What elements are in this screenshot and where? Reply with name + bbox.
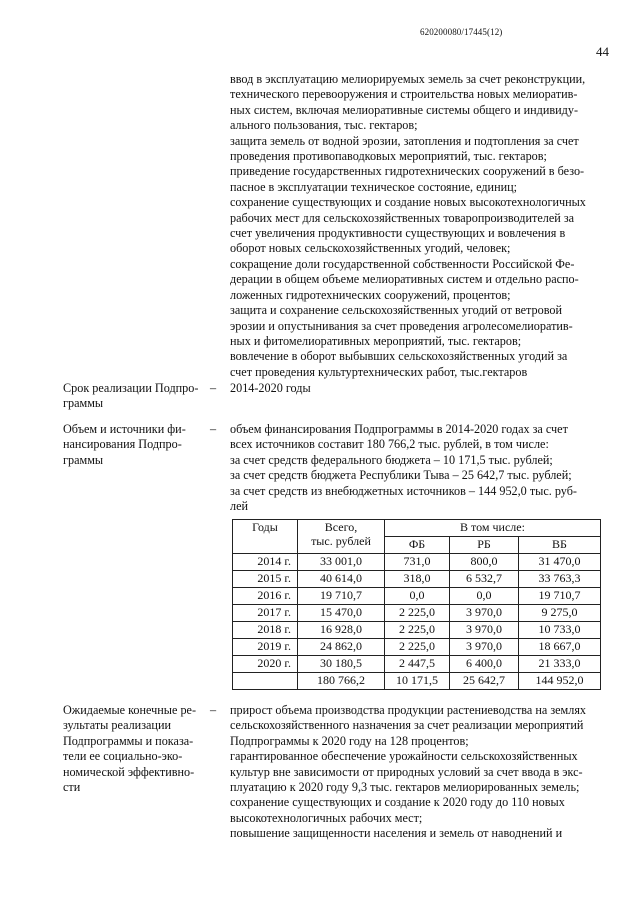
text-line: пасное в эксплуатации техническое состояние, единиц; [230, 179, 518, 194]
text-line: сохранение существующих и создание новых высокотехнологичных [230, 195, 586, 210]
indicators-list [230, 72, 608, 380]
cell-year: 2019 г. [233, 639, 298, 656]
text-line: эрозии и опустынивания за счет проведения агролесомелиоратив- [230, 318, 573, 333]
financing-table [232, 519, 601, 690]
text-line: рабочих мест для сельскохозяйственных товаропроизводителей за [230, 210, 575, 225]
cell-rb: 0,0 [450, 588, 519, 605]
text-line: прирост объема производства продукции растениеводства на землях [230, 703, 587, 717]
text-line: ных и фитомелиоративных мероприятий, тыс. гектаров; [230, 333, 522, 348]
cell-year: 2016 г. [233, 588, 298, 605]
cell-fb: 0,0 [385, 588, 450, 605]
cell-fb: 2 225,0 [385, 639, 450, 656]
label-line: номической эффективно- [63, 764, 195, 779]
cell-total: 15 470,0 [298, 605, 385, 622]
results-text [230, 703, 608, 842]
text-line: приведение государственных гидротехнических сооружений в безо- [230, 164, 585, 179]
header-total-line: Всего, [324, 520, 358, 534]
cell-rb: 6 532,7 [450, 571, 519, 588]
table-row [233, 639, 601, 656]
label-line: тели ее социально-эко- [63, 749, 183, 764]
cell-vb: 31 470,0 [519, 554, 601, 571]
cell-vb: 18 667,0 [519, 639, 601, 656]
text-line: ального пользования, тыс. гектаров; [230, 118, 418, 133]
cell-total: 16 928,0 [298, 622, 385, 639]
label-line: Ожидаемые конечные ре- [63, 703, 197, 717]
text-line: 2014-2020 годы [230, 381, 311, 395]
cell-total: 180 766,2 [298, 673, 385, 690]
cell-fb: 10 171,5 [385, 673, 450, 690]
header-rb: РБ [450, 537, 519, 554]
label-line: сти [63, 780, 81, 795]
text-line: всех источников составит 180 766,2 тыс. рублей, в том числе: [230, 437, 549, 452]
text-line: повышение защищенности населения и земель от наводнений и [230, 826, 563, 841]
text-line: лей [230, 499, 249, 514]
cell-fb: 2 225,0 [385, 622, 450, 639]
text-line: ных систем, включая мелиоративные системы общего и индивиду- [230, 102, 579, 117]
cell-year [233, 673, 298, 690]
text-line: сокращение доли государственной собственности Российской Фе- [230, 256, 575, 271]
label-line: нансирования Подпро- [63, 437, 182, 452]
cell-vb: 33 763,3 [519, 571, 601, 588]
cell-total: 33 001,0 [298, 554, 385, 571]
text-line: оборот новых сельскохозяйственных угодий, человек; [230, 241, 511, 256]
label-line: Подпрограммы и показа- [63, 733, 194, 748]
label-line: граммы [63, 396, 104, 411]
text-line: культур вне зависимости от природных условий за счет ввода в экс- [230, 764, 583, 779]
label-line: граммы [63, 452, 104, 467]
cell-rb: 800,0 [450, 554, 519, 571]
cell-year: 2018 г. [233, 622, 298, 639]
text-line: проведения противопаводковых мероприятий, тыс. гектаров; [230, 149, 547, 164]
text-line: технического перевооружения и строительства новых мелиоратив- [230, 87, 578, 102]
term-label [63, 381, 203, 412]
results-label [63, 703, 203, 795]
header-including: В том числе: [385, 520, 601, 537]
table-header-row [233, 520, 601, 537]
cell-year: 2020 г. [233, 656, 298, 673]
text-line: счет проведения культуртехнических работ, тыс.гектаров [230, 364, 528, 379]
text-line: за счет средств из внебюджетных источников – 144 952,0 тыс. руб- [230, 483, 577, 498]
text-line: вовлечение в оборот выбывших сельскохозяйственных угодий за [230, 349, 568, 364]
document-code: 620200080/17445(12) [420, 27, 503, 37]
text-line: дерации в общем объеме мелиоративных систем и отдельно распо- [230, 272, 579, 287]
text-line: защита земель от водной эрозии, затопления и подтопления за счет [230, 133, 579, 148]
cell-rb: 3 970,0 [450, 639, 519, 656]
funding-text [230, 422, 608, 514]
cell-total: 30 180,5 [298, 656, 385, 673]
cell-total: 40 614,0 [298, 571, 385, 588]
cell-total: 19 710,7 [298, 588, 385, 605]
text-line: гарантированное обеспечение урожайности сельскохозяйственных [230, 749, 578, 764]
table-row [233, 622, 601, 639]
cell-year: 2014 г. [233, 554, 298, 571]
text-line: ложенных гидротехнических сооружений, процентов; [230, 287, 511, 302]
cell-total: 24 862,0 [298, 639, 385, 656]
text-line: ввод в эксплуатацию мелиорируемых земель за счет реконструкции, [230, 72, 586, 86]
cell-rb: 6 400,0 [450, 656, 519, 673]
label-line: Срок реализации Подпро- [63, 381, 199, 395]
text-line: сохранение существующих и создание к 2020 году до 110 новых [230, 795, 565, 810]
table-row [233, 656, 601, 673]
text-line: плуатацию к 2020 году 9,3 тыс. гектаров мелиорированных земель; [230, 780, 580, 795]
cell-fb: 731,0 [385, 554, 450, 571]
header-years: Годы [233, 520, 298, 554]
table-row [233, 605, 601, 622]
cell-year: 2015 г. [233, 571, 298, 588]
text-line: счет увеличения продуктивности существующих и вовлечения в [230, 226, 566, 241]
text-line: за счет средств бюджета Республики Тыва – 25 642,7 тыс. рублей; [230, 468, 572, 483]
cell-vb: 21 333,0 [519, 656, 601, 673]
cell-rb: 3 970,0 [450, 605, 519, 622]
results-dash: – [210, 703, 217, 717]
table-row [233, 588, 601, 605]
cell-vb: 19 710,7 [519, 588, 601, 605]
cell-year: 2017 г. [233, 605, 298, 622]
header-total [298, 520, 385, 554]
cell-fb: 2 225,0 [385, 605, 450, 622]
cell-rb: 25 642,7 [450, 673, 519, 690]
page-number: 44 [596, 44, 609, 59]
cell-vb: 10 733,0 [519, 622, 601, 639]
cell-vb: 144 952,0 [519, 673, 601, 690]
text-line: Подпрограммы к 2020 году на 128 процентов; [230, 733, 469, 748]
table-total-row [233, 673, 601, 690]
text-line: объем финансирования Подпрограммы в 2014-2020 годах за счет [230, 422, 568, 436]
term-dash: – [210, 381, 217, 395]
label-line: Объем и источники фи- [63, 422, 186, 436]
label-line: зультаты реализации [63, 718, 171, 733]
text-line: высокотехнологичных рабочих мест; [230, 810, 423, 825]
header-fb: ФБ [385, 537, 450, 554]
table-row [233, 571, 601, 588]
text-line: за счет средств федерального бюджета – 10 171,5 тыс. рублей; [230, 452, 553, 467]
text-line: защита и сохранение сельскохозяйственных угодий от ветровой [230, 303, 563, 318]
cell-rb: 3 970,0 [450, 622, 519, 639]
funding-label [63, 422, 203, 468]
cell-fb: 2 447,5 [385, 656, 450, 673]
table-row [233, 554, 601, 571]
header-vb: ВБ [519, 537, 601, 554]
cell-vb: 9 275,0 [519, 605, 601, 622]
text-line: сельскохозяйственного назначения за счет реализации мероприятий [230, 718, 584, 733]
term-value [230, 381, 608, 396]
header-total-line: тыс. рублей [311, 533, 371, 548]
funding-dash: – [210, 422, 217, 436]
cell-fb: 318,0 [385, 571, 450, 588]
